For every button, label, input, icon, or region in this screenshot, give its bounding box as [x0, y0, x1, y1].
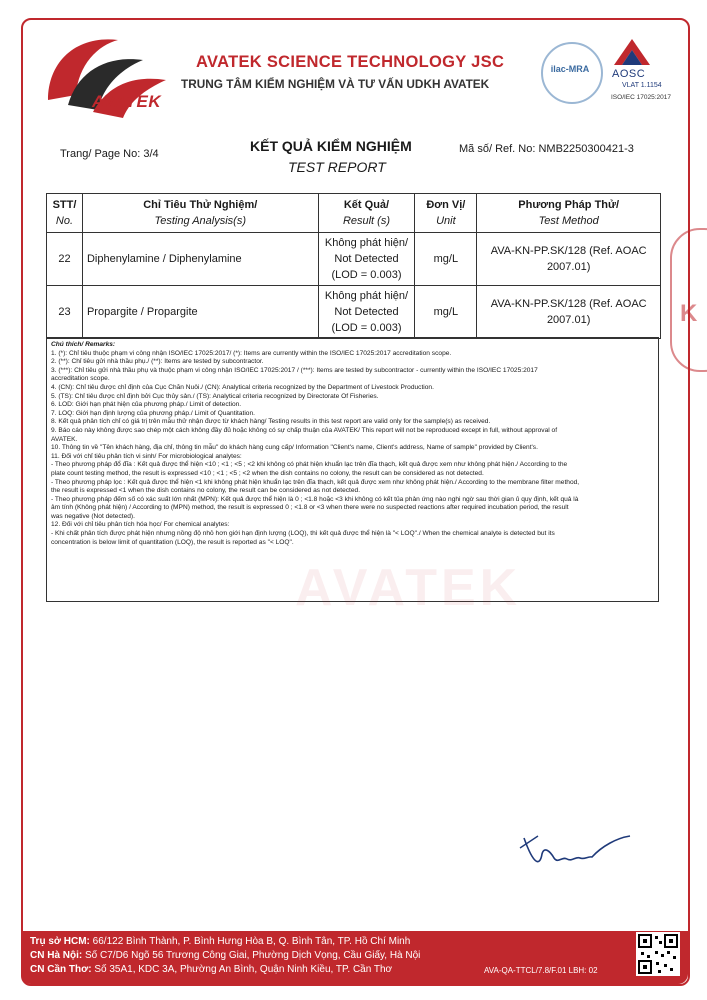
remark-line: 5. (TS): Chỉ tiêu được chỉ định bởi Cục thủy sản./ (TS): Analytical criteria recognized by Directorate Of Fisheries. [51, 392, 379, 400]
col-header-result: Kết Quả/ Result (s) [318, 194, 415, 233]
company-name: AVATEK SCIENCE TECHNOLOGY JSC [196, 53, 505, 71]
results-table [46, 193, 661, 339]
remark-line: 2. (**): Chỉ tiêu gửi nhà thầu phụ./ (**): Items are tested by subcontractor. [51, 358, 264, 366]
signature-icon [512, 826, 632, 876]
col-header-stt: STT/ No. [47, 194, 83, 233]
footer-ct: CN Cần Thơ: Số 35A1, KDC 3A, Phường An Bình, Quận Ninh Kiều, TP. Cần Thơ [30, 964, 393, 975]
remark-line: - Theo phương pháp đổ đĩa : Kết quả được thể hiện <10 ; <1 ; <5 ; <2 khi không có phát hiện khuẩn lạc trên đĩa thạch, kết quả được xem như không phát hiện./ According to the [51, 461, 568, 469]
remark-line: accreditation scope. [51, 375, 110, 383]
remark-line: AVATEK. [51, 435, 78, 443]
remark-line: 8. Kết quả phân tích chỉ có giá trị trên mẫu thử nhận được từ khách hàng/ Testing results in this test report are valid only for the sample(s) as received. [51, 418, 491, 426]
remark-line: 4. (CN): Chỉ tiêu được chỉ định của Cục Chăn Nuôi./ (CN): Analytical criteria recognized by the Department of Livestock Production. [51, 383, 434, 391]
report-title-vn: KẾT QUẢ KIỂM NGHIỆM [250, 138, 412, 154]
remark-line: - Theo phương pháp đếm số có xác suất lớn nhất (MPN): Kết quả được thể hiện là 0 ; <1.8 hoặc <3 khi không có kết tủa phản ứng nào nghi ngờ sau thời gian ủ quy định, kết quả là [51, 495, 579, 503]
remark-line: plate count testing method, the result is expressed <10 ; <1 ; <5 ; <2 when the dish contains no colony, the result can be considered as not detected. [51, 469, 484, 477]
remark-line: the result is expressed <1 when the dish contains no colony, the result can be considered as not detected. [51, 487, 361, 495]
remark-line: 9. Báo cáo này không được sao chép một cách không đầy đủ hoặc không có sự chấp thuận của AVATEK/ This report will not be reproduced except in full, without approval of [51, 426, 558, 434]
aosc-logo-icon [612, 37, 652, 67]
cell-result: Không phát hiện/ Not Detected (LOD = 0.003) [318, 286, 415, 339]
center-name: TRUNG TÂM KIỂM NGHIỆM VÀ TƯ VẤN UDKH AVATEK [181, 77, 490, 91]
remark-line: - Khi chất phân tích được phát hiện nhưng nồng độ nhỏ hơn giới hạn định lượng (LOQ), thì kết quả được thể hiện là "< LOQ"./ When the chemical analyte is detected but its [51, 530, 555, 538]
logo-wordmark: AVATEK [92, 92, 162, 111]
cell-analysis: Diphenylamine / Diphenylamine [82, 233, 318, 286]
qr-code-icon [636, 932, 680, 976]
cell-result: Không phát hiện/ Not Detected (LOD = 0.003) [318, 233, 415, 286]
remark-line: 6. LOD: Giới hạn phát hiện của phương pháp./ Limit of detection. [51, 401, 242, 409]
cell-no: 22 [47, 233, 83, 286]
remark-line: was negative (Not detected). [51, 512, 135, 520]
table-row [47, 233, 661, 286]
remark-line: 1. (*): Chỉ tiêu thuộc phạm vi công nhận ISO/IEC 17025:2017/ (*): Items are currently within the ISO/IEC 17025:2017 accreditation scope. [51, 349, 452, 357]
footer-hn: CN Hà Nội: Số C7/D6 Ngõ 56 Trương Công Giai, Phường Dịch Vọng, Cầu Giấy, Hà Nội [30, 950, 421, 961]
remark-line: concentration is below limit of quantitation (LOQ), the result is reported as "< LOQ". [51, 538, 294, 546]
col-header-unit: Đơn Vị/ Unit [415, 194, 477, 233]
footer-hcm: Trụ sở HCM: 66/122 Bình Thành, P. Bình Hưng Hòa B, Q. Bình Tân, TP. Hồ Chí Minh [30, 936, 411, 947]
remark-line: - Theo phương pháp lọc : Kết quả được thể hiện <1 khi không phát hiện khuẩn lạc trên đĩa thạch, kết quả được xem như không phát hiện./ According to the membrane filter method, [51, 478, 580, 486]
cell-analysis: Propargite / Propargite [82, 286, 318, 339]
cell-method: AVA-KN-PP.SK/128 (Ref. AOAC 2007.01) [477, 286, 661, 339]
col-header-analysis: Chỉ Tiêu Thử Nghiệm/ Testing Analysis(s) [82, 194, 318, 233]
page-number: Trang/ Page No: 3/4 [60, 148, 159, 160]
remark-line: 11. Đối với chỉ tiêu phân tích vi sinh/ For microbiological analytes: [51, 452, 242, 460]
remark-line: 12. Đối với chỉ tiêu phân tích hóa học/ For chemical analytes: [51, 521, 230, 529]
remark-line: 10. Thông tin về "Tên khách hàng, địa chỉ, thông tin mẫu" do khách hàng cung cấp/ Information "Client's name, Client's address, Name of sample" provided by Client's. [51, 444, 538, 452]
watermark: AVATEK [295, 559, 522, 617]
cell-unit: mg/L [415, 233, 477, 286]
ilac-mra-label: ilac-MRA [550, 64, 590, 74]
table-row [47, 286, 661, 339]
form-code: AVA-QA-TTCL/7.8/F.01 LBH: 02 [484, 966, 598, 975]
table-header-row [47, 194, 661, 233]
aosc-vlat: VLAT 1.1154 [622, 82, 662, 89]
report-title-en: TEST REPORT [288, 159, 386, 175]
reference-number: Mã số/ Ref. No: NMB2250300421-3 [459, 143, 634, 155]
remark-line: âm tính (Không phát hiện) / According to (MPN) method, the result is expressed 0 ; <1.8 or <3 when there were no suspected reactions after required incubation period, the result [51, 504, 569, 512]
cell-method: AVA-KN-PP.SK/128 (Ref. AOAC 2007.01) [477, 233, 661, 286]
col-header-method: Phương Pháp Thử/ Test Method [477, 194, 661, 233]
aosc-label: AOSC [612, 68, 646, 80]
stamp-letter-icon: K [680, 300, 698, 327]
cell-unit: mg/L [415, 286, 477, 339]
remarks-title: Chú thích/ Remarks: [51, 341, 116, 348]
remark-line: 3. (***): Chỉ tiêu gửi nhà thầu phụ và thuộc phạm vi công nhận ISO/IEC 17025:2017 / (***): Items are tested by subcontractor - currently within the ISO/IEC 17025:2017 [51, 366, 538, 374]
remark-line: 7. LOQ: Giới hạn định lượng của phương pháp./ Limit of Quantitation. [51, 409, 255, 417]
aosc-iso: ISO/IEC 17025:2017 [611, 94, 671, 101]
cell-no: 23 [47, 286, 83, 339]
